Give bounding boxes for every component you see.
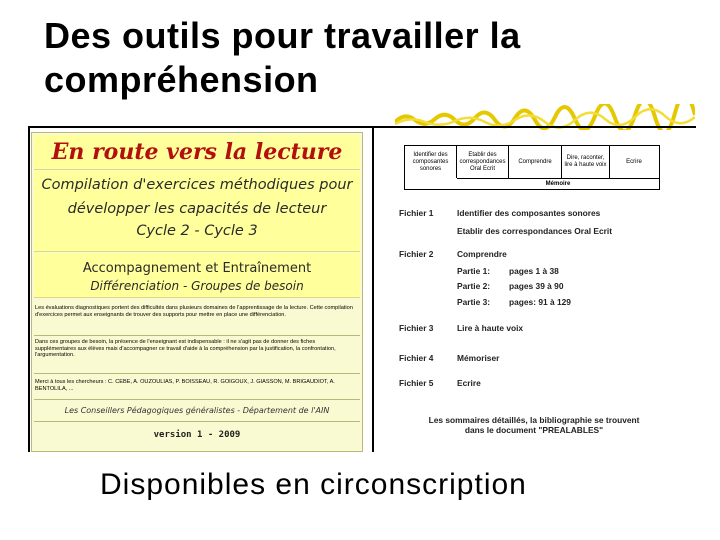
- title-rule: [28, 126, 696, 128]
- slide-title-line-1: Des outils pour travailler la: [44, 15, 521, 56]
- fichier-3-title: Lire à haute voix: [457, 323, 524, 333]
- note-line-1: Les sommaires détaillés, la bibliographie se trouvent: [428, 415, 640, 425]
- fichier-2-label: Fichier 2: [399, 249, 434, 259]
- cover-thanks: Merci à tous les chercheurs : C. CEBE, A. OUZOULIAS, P. BOISSEAU, R. GOIGOUX, J. GIASSON, M. BRIGAUDIOT, A. BENTOLILA, ...: [35, 379, 335, 392]
- table-col-1: Identifier des composantes sonores: [405, 146, 457, 178]
- fichier-1-item-b: Etablir des correspondances Oral Ecrit: [457, 226, 612, 236]
- cover-separator: [34, 373, 360, 374]
- slide-footer: Disponibles en circonscription: [100, 468, 527, 501]
- cover-separator: [34, 399, 360, 400]
- cover-accompagnement: Accompagnement et Entraînement: [82, 261, 312, 276]
- cover-differenciation: Différenciation - Groupes de besoin: [90, 279, 304, 293]
- left-border-line: [28, 126, 30, 452]
- cover-image: [31, 132, 363, 452]
- skills-table: [404, 145, 660, 190]
- slide-title-line-2: compréhension: [44, 59, 319, 100]
- partie-2-label: Partie 2:: [457, 281, 491, 291]
- fichier-2-title: Comprendre: [457, 249, 507, 259]
- cover-paragraph-1: Les évaluations diagnostiques portent des difficultés dans plusieurs domaines de l'apprentissage de la lecture. Cette compilation d'exercices permet aux enseignants de trouver des supports pour mettre en place une différenciation.: [35, 305, 353, 318]
- cover-subtitle-3: Cycle 2 - Cycle 3: [136, 223, 258, 239]
- table-col-5: Ecrire: [626, 158, 642, 165]
- cover-credit: Les Conseillers Pédagogiques généralistes - Département de l'AIN: [64, 406, 330, 415]
- cover-version: version 1 - 2009: [153, 430, 241, 440]
- cover-title: En route vers la lecture: [51, 139, 343, 165]
- table-memoire: Mémoire: [457, 178, 659, 190]
- slide-title: [44, 14, 521, 102]
- middle-border-line: [372, 128, 374, 452]
- fichier-1-label: Fichier 1: [399, 208, 434, 218]
- fichier-4-label: Fichier 4: [399, 353, 434, 363]
- table-col-2: Etablir des correspondances Oral Ecrit: [457, 146, 509, 178]
- table-col-3: Comprendre: [509, 146, 562, 178]
- fichier-1-item-a: Identifier des composantes sonores: [457, 208, 601, 218]
- cover-separator: [34, 335, 360, 336]
- cover-subtitle-1: Compilation d'exercices méthodiques pour: [41, 177, 353, 193]
- note-line-2: dans le document "PREALABLES": [464, 425, 604, 435]
- sommaires-note: [404, 415, 664, 435]
- partie-3-label: Partie 3:: [457, 297, 491, 307]
- partie-1-label: Partie 1:: [457, 266, 491, 276]
- fichier-5-label: Fichier 5: [399, 378, 434, 388]
- partie-3-pages: pages: 91 à 129: [509, 297, 571, 307]
- partie-1-pages: pages 1 à 38: [509, 266, 559, 276]
- partie-2-pages: pages 39 à 90: [509, 281, 564, 291]
- cover-separator: [34, 421, 360, 422]
- cover-subtitle-2: développer les capacités de lecteur: [67, 201, 327, 217]
- table-col-4: Dire, raconter, lire à haute voix: [562, 146, 610, 178]
- fichier-3-label: Fichier 3: [399, 323, 434, 333]
- cover-paragraph-2: Dans ces groupes de besoin, la présence de l'enseignant est indispensable : il ne s'agit pas de donner des fiches supplémentaires aux élèves mais d'accompagner ce travail d'aide à la compréhension par la justification, la confrontation, l'argumentation.: [35, 339, 336, 359]
- fichier-4-title: Mémoriser: [457, 353, 500, 363]
- fichier-5-title: Ecrire: [457, 378, 481, 388]
